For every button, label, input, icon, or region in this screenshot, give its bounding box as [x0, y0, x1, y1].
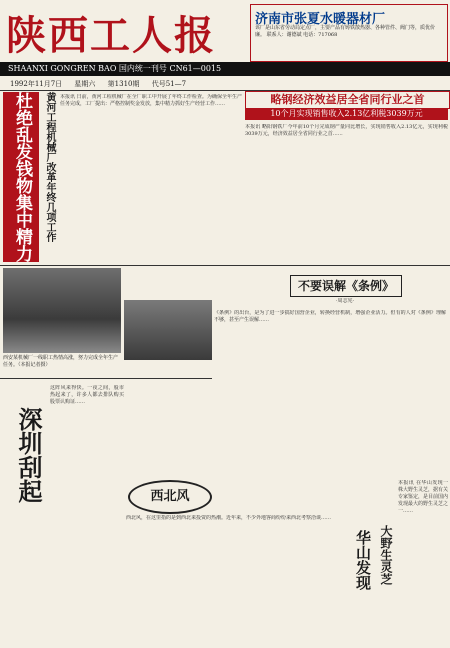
shenzhen-body: 这阵风来得快。一夜之间，股市热起来了，许多人都去排队购买股票认购证……	[50, 385, 124, 405]
law-intro	[124, 268, 284, 298]
westwind-body: 西北风，在这里指的是到西北来投资的热潮。近年来，不少外地客商纷纷来西北考察洽谈……	[126, 515, 332, 521]
lead-body: 本报讯 日前，黄河工程机械厂在全厂职工中开展了年终工作检查。为确保全年生产任务完成，工厂提出：严格控制奖金发放，集中精力抓好生产经营工作……	[60, 94, 242, 107]
issue-weekday: 星期六	[74, 80, 96, 88]
masthead-bar-text: SHAANXI GONGREN BAO 国内统一刊号 CN61—0015	[8, 64, 222, 73]
photo-caption: 西安某机械厂一线职工热情高涨，努力完成全年生产任务。（本报记者摄）	[3, 355, 119, 368]
law-headline: 不要误解《条例》	[290, 275, 402, 297]
issue-number: 第1310期	[107, 80, 140, 88]
issue-date: 1992年11月7日	[10, 80, 63, 88]
divider	[0, 378, 212, 379]
westwind-headline: 西北风	[128, 480, 212, 514]
divider	[0, 265, 450, 266]
huashan-body: 本报讯 在华山发现一株大野生灵芝，据有关专家鉴定，是目前国内发现最大的野生灵芝之一……	[398, 480, 448, 514]
shenzhen-headline: 深圳刮起	[14, 407, 43, 503]
advertisement	[250, 4, 448, 62]
issue-line	[0, 78, 450, 91]
law-body: 《条例》的出台，是为了进一步搞好国营企业，转换经营机制，增强企业活力。但有的人对《条例》理解不够，甚至产生误解……	[214, 310, 446, 323]
ad-title: 济南市张夏水暖器材厂	[255, 12, 386, 27]
people-photo	[124, 300, 212, 360]
newspaper-title: 陕西工人报	[6, 12, 216, 59]
lead-headline: 杜绝乱发钱物集中精力	[3, 92, 39, 262]
ad-text: 该厂是山东省劳动局定点厂，主要产品有铸铁散热器、各种管件、阀门等，质优价廉。 联系人：谢德斌 电话：717068	[255, 25, 436, 38]
steel-body: 本报讯 略阳钢铁厂今年前10个月完成钢产量同比增长，实现销售收入2.13亿元，实现利税3039万元，经济效益居全省同行业之首……	[245, 124, 448, 137]
steel-subhead: 10个月实现销售收入2.13亿利税3039万元	[245, 108, 448, 120]
huashan-subhead: 大野生灵芝	[379, 525, 393, 585]
lead-subhead: 黄河工程机械厂改革年终几项工作	[44, 92, 55, 242]
issue-code: 代号51—7	[151, 80, 187, 88]
masthead	[0, 0, 450, 64]
huashan-headline: 华山发现	[354, 530, 372, 590]
masthead-bar	[0, 62, 450, 76]
factory-photo	[3, 268, 121, 353]
steel-headline: 略钢经济效益居全省同行业之首	[245, 91, 450, 109]
law-byline: ·周志宪·	[335, 298, 355, 304]
